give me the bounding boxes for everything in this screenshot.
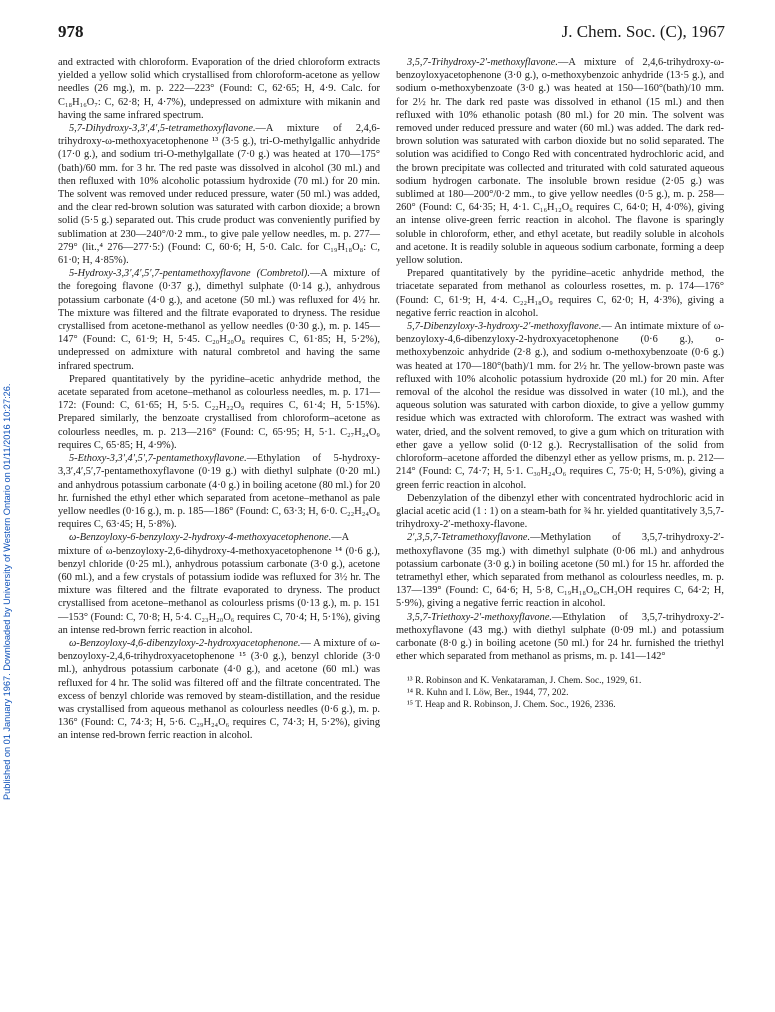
compound-title: 5-Ethoxy-3,3′,4′,5′,7-pentamethoxyflavone. <box>69 453 247 465</box>
right-column <box>396 56 724 711</box>
footnotes <box>396 675 724 711</box>
paragraph: 3,5,7-Trihydroxy-2′-methoxyflavone.—A mixture of 2,4,6-trihydroxy-ω-benzoyloxyacetophenone (3·0 g.), o-methoxybenzoic anhydride (13·5 g.), and sodium o-methoxybenzoate (3·0 g.) was heated at 150—160°(bath)/10 mm. for 2½ hr. The dark red paste was dissolved in ethanol (15 ml.) and then refluxed with 10% ethanolic potash (80 ml.) for 20 min. The solvent was removed under reduced pressure and water (60 ml.) was added. The dark red-brown solution was saturated with carbon dioxide but no solid separated. The solution was acidified to Congo Red with concentrated hydrochloric acid, and the brown precipitate was collected and triturated with cold saturated aqueous sodium hydrogen carbonate. The insoluble brown residue (2·05 g.) was sublimed at 180—200°/0·2 mm., to give yellow needles (0·5 g.), m. p. 258—260° (Found: C, 64·35; H, 4·1. C₁₆H₁₂O₆ requires C, 64·0; H, 4·0%), giving an intense olive-green ferric reaction in alcohol. The flavone is sparingly soluble in chloroform, ether, and ethyl acetate, but readily soluble in alcohols and acetone. It is readily soluble in aqueous sodium carbonate, forming a deep yellow solution. <box>396 57 724 267</box>
compound-title: 3,5,7-Trihydroxy-2′-methoxyflavone. <box>407 57 558 68</box>
compound-title: 3,5,7-Triethoxy-2′-methoxyflavone. <box>407 611 553 623</box>
paragraph: ω-Benzoyloxy-4,6-dibenzyloxy-2-hydroxyacetophenone.— A mixture of ω-benzoyloxy-2,4,6-trihydroxyacetophenone ¹⁵ (3·0 g.), benzyl chloride (3·0 ml.), anhydrous potassium carbonate (4·0 g.), and acetone (60 ml.) was refluxed for 4 hr. The solid was filtered off and the filtrate concentrated. The excess of benzyl chloride was removed by steam-distillation, and the residue was crystallised from aqueous methanol as colourless needles (0·6 g.), m. p. 136° (Found: C, 74·3; H, 5·6. C₂₉H₂₄O₆ requires C, 74·3; H, 5·2%), giving an intense red-brown ferric reaction in alcohol. <box>58 637 380 742</box>
paragraph: 5,7-Dihydroxy-3,3′,4′,5-tetramethoxyflavone.—A mixture of 2,4,6-trihydroxy-ω-methoxyacetophenone ¹³ (3·5 g.), tri-O-methylgallic anhydride (17·0 g.), and sodium tri-O-methylgallate (7·0 g.) was heated at 170—175°(bath)/60 mm. for 3 hr. The red paste was dissolved in alcohol (30 ml.) and then refluxed with 10% alcoholic potassium hydroxide (70 ml.) for 20 min. The solvent was removed under reduced pressure, water (50 ml.) was added, and the clear red-brown solution was saturated with carbon dioxide; a brown solid (5·5 g.) separated out. This crude product was conveniently purified by sublimation at 230—240°/0·2 mm., to give pale yellow needles, m. p. 277—279° (lit.,⁴ 276—277·5:) (Found: C, 60·6; H, 5·0. Calc. for C₁₉H₁₈O₈: C, 61·0; H, 4·85%). <box>58 123 380 267</box>
compound-title: ω-Benzoyloxy-6-benzyloxy-2-hydroxy-4-methoxyacetophenone. <box>69 532 332 544</box>
compound-title: 5,7-Dihydroxy-3,3′,4′,5-tetramethoxyflavone. <box>69 123 256 135</box>
download-notice <box>0 180 20 820</box>
download-notice-text: Published on 01 January 1967. Downloaded by University of Western Ontario on 01/11/2016 10:27:26. <box>2 383 12 800</box>
paragraph: Prepared quantitatively by the pyridine–acetic anhydride method, the acetate separated from acetone–methanol as colourless needles, m. p. 171—172: (Found: C, 61·65; H, 5·5. C₂₂H₂₂O₉ requires C, 61·4; H, 5·15%). Prepared similarly, the benzoate crystallised from chloroform–acetone as colourless needles, m. p. 213—216° (Found: C, 65·95; H, 5·1. C₂₇H₂₄O₉ requires C, 65·85; H, 4·9%). <box>58 373 380 451</box>
paragraph: 5-Ethoxy-3,3′,4′,5′,7-pentamethoxyflavone.—Ethylation of 5-hydroxy-3,3′,4′,5′,7-pentamethoxyflavone (0·19 g.) with diethyl sulphate (0·20 ml.) and anhydrous potassium carbonate (4·0 g.) in boiling acetone (80 ml.) for 20 hr. furnished the ethyl ether which separated from acetone–methanol as pale yellow needles (0·16 g.), m. p. 185—186° (Found: C, 63·3; H, 6·0. C₂₂H₂₄O₈ requires C, 63·45; H, 5·8%). <box>58 453 380 531</box>
footnote: ¹³ R. Robinson and K. Venkataraman, J. Chem. Soc., 1929, 61. <box>407 676 642 687</box>
paragraph: and extracted with chloroform. Evaporation of the dried chloroform extracts yielded a yellow solid which crystallised from chloroform-acetone as yellow needles (26 mg.), m. p. 222—223° (Found: C, 62·65; H, 4·9. Calc. for C₁₈H₁₆O₇: C, 62·8; H, 4·7%), undepressed on admixture with mikanin and having the same infrared spectrum. <box>58 57 380 121</box>
compound-title: 5-Hydroxy-3,3′,4′,5′,7-pentamethoxyflavone (Combretol). <box>69 268 310 280</box>
left-column <box>58 56 380 743</box>
compound-title: 5,7-Dibenzyloxy-3-hydroxy-2′-methoxyflavone. <box>407 321 602 333</box>
journal-title: J. Chem. Soc. (C), 1967 <box>561 22 725 41</box>
page-number: 978 <box>58 22 84 41</box>
page-header <box>58 22 725 48</box>
paragraph: 5,7-Dibenzyloxy-3-hydroxy-2′-methoxyflavone.— An intimate mixture of ω-benzoyloxy-4,6-dibenzyloxy-2-hydroxyacetophenone (0·6 g.), o-methoxybenzoic anhydride (2·8 g.), and sodium o-methoxybenzoate (0·6 g.) was heated at 170—180°(bath)/1 mm. for 2½ hr. The yellow-brown paste was refluxed with 10% alcoholic potassium hydroxide (20 ml.) for 20 min. After removal of the alcohol the residue was dissolved in water (10 ml.), and the aqueous solution was saturated with carbon dioxide, to give a yellow gummy residue which was extracted with chloroform. The extract was washed with water, dried, and the solvent removed, to give a gum which on trituration with ether gave a yellow solid (0·12 g.). Recrystallisation of the solid from chloroform–acetone afforded the dibenzyl ether as yellow prisms, m. p. 212—214° (Found: C, 74·7; H, 5·1. C₃₀H₂₄O₆ requires C, 75·0; H, 5·0%), giving a green ferric reaction in alcohol. <box>396 321 724 491</box>
compound-title: 2′,3,5,7-Tetramethoxyflavone. <box>407 532 531 544</box>
paragraph: 5-Hydroxy-3,3′,4′,5′,7-pentamethoxyflavone (Combretol).—A mixture of the foregoing flavone (0·37 g.), dimethyl sulphate (0·14 g.), anhydrous potassium carbonate (4·0 g.), and acetone (50 ml.) was refluxed for 4½ hr. The mixture was filtered and the filtrate evaporated to dryness. The residue crystallised from acetone-methanol as yellow needles (0·30 g.), m. p. 145—147° (Found: C, 61·9; H, 5·45. C₂₀H₂₀O₈ requires C, 61·85; H, 5·2%), undepressed on admixture with natural combretol and having the same infrared spectrum. <box>58 268 380 372</box>
footnote: ¹⁵ T. Heap and R. Robinson, J. Chem. Soc., 1926, 2336. <box>407 700 616 711</box>
paragraph: Debenzylation of the dibenzyl ether with concentrated hydrochloric acid in glacial acetic acid (1 : 1) on a steam-bath for ¾ hr. yielded quantitatively 3,5,7-trihydroxy-2′-methoxy-flavone. <box>396 492 724 531</box>
paragraph: 2′,3,5,7-Tetramethoxyflavone.—Methylation of 3,5,7-trihydroxy-2′-methoxyflavone (35 mg.) with dimethyl sulphate (0·06 ml.) and anhydrous potassium carbonate (3·0 g.) in boiling acetone (50 ml.) for 15 hr. afforded the tetramethyl ether, which separated from methanol as colourless needles, m. p. 137—139° (Found: C, 64·6; H, 5·8, C₁₉H₁₈O₆,CH₃OH requires C, 64·2; H, 5·9%), giving a negative ferric reaction in alcohol. <box>396 532 724 610</box>
paragraph: Prepared quantitatively by the pyridine–acetic anhydride method, the triacetate separated from methanol as colourless rosettes, m. p. 174—176° (Found: C, 61·9; H, 4·4. C₂₂H₁₈O₉ requires C, 62·0; H, 4·3%), giving a negative ferric reaction in alcohol. <box>396 268 724 319</box>
compound-title: ω-Benzoyloxy-4,6-dibenzyloxy-2-hydroxyacetophenone. <box>69 637 301 649</box>
paragraph: 3,5,7-Triethoxy-2′-methoxyflavone.—Ethylation of 3,5,7-trihydroxy-2′-methoxyflavone (43 mg.) with diethyl sulphate (0·09 ml.) and potassium carbonate (8·0 g.) in boiling acetone (50 ml.) for 24 hr. furnished the triethyl ether which separated from methanol as prisms, m. p. 141—142° <box>396 611 724 663</box>
footnote: ¹⁴ R. Kuhn and I. Löw, Ber., 1944, 77, 202. <box>407 688 569 699</box>
paragraph: ω-Benzoyloxy-6-benzyloxy-2-hydroxy-4-methoxyacetophenone.—A mixture of ω-benzoyloxy-2,6-dihydroxy-4-methoxyacetophenone ¹⁴ (0·6 g.), benzyl chloride (0·25 ml.), anhydrous potassium carbonate (3·0 g.), acetone (60 ml.), and a few crystals of potassium iodide was refluxed for 3½ hr. The mixture was filtered and the filtrate evaporated to dryness. The product crystallised from acetone–methanol as colourless prisms (0·13 g.), m. p. 151—153° (Found: C, 70·8; H, 5·4. C₂₃H₂₀O₆ requires C, 70·4; H, 5·1%), giving an intense red-brown ferric reaction in alcohol. <box>58 532 380 636</box>
